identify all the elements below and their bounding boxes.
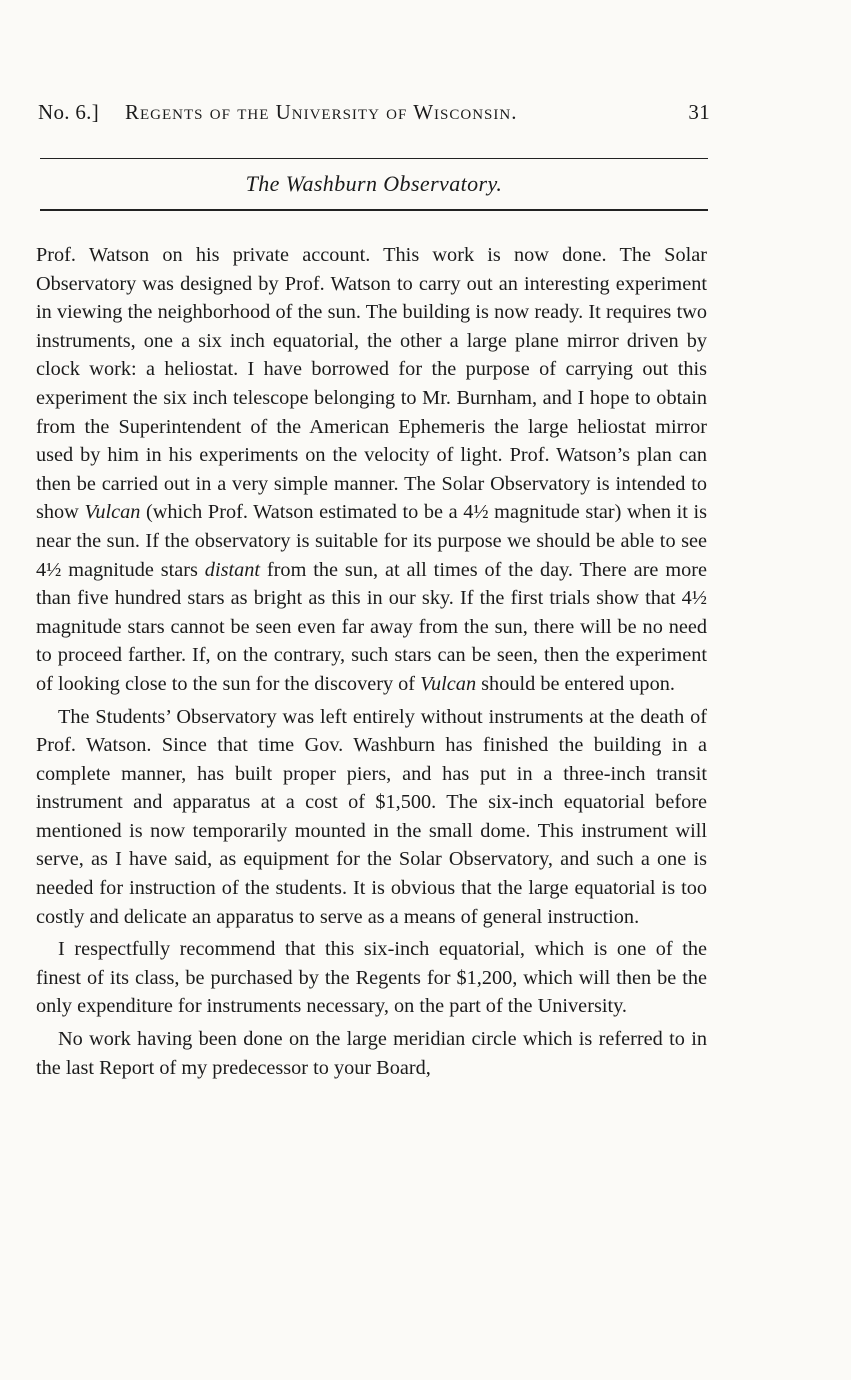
page-number: 31 — [688, 100, 710, 124]
section-title: The Washburn Observatory. — [245, 171, 503, 196]
header-title: Regents of the University of Wisconsin. — [125, 100, 518, 124]
paragraph-1: Prof. Watson on his private account. This work is now done. The Solar Observatory was designed by Prof. Watson to carry out an interesting experiment in viewing the neighborhood of the sun. The building is now ready. It requires two instruments, one a six inch equatorial, the other a large plane mirror driven by clock work: a heliostat. I have borrowed for the purpose of carrying out this experiment the six inch telescope belonging to Mr. Burnham, and I hope to obtain from the Superintendent of the American Ephemeris the large heliostat mirror used by him in his experiments on the velocity of light. Prof. Watson’s plan can then be carried out in a very simple manner. The Solar Observatory is intended to show Vulcan (which Prof. Watson estimated to be a 4½ magnitude star) when it is near the sun. If the observatory is suitable for its purpose we should be able to see 4½ magnitude stars distant from the sun, at all times of the day. There are more than five hundred stars as bright as this in our sky. If the first trials show that 4½ magnitude stars cannot be seen even far away from the sun, there will be no need to proceed farther. If, on the contrary, such stars can be seen, then the experiment of looking close to the sun for the discovery of Vulcan should be entered upon. — [36, 244, 707, 695]
header-rule-bottom — [40, 209, 708, 211]
running-header — [38, 100, 710, 130]
issue-number: No. 6.] — [38, 100, 100, 124]
paragraph-3: I respectfully recommend that this six-inch equatorial, which is one of the finest of its class, be purchased by the Regents for $1,200, which will then be the only expenditure for instruments necessary, on the part of the University. — [36, 938, 707, 1018]
header-rule-top — [40, 158, 708, 159]
paragraph-4: No work having been done on the large meridian circle which is referred to in the last Report of my predecessor to your Board, — [36, 1028, 707, 1079]
body-text — [36, 241, 707, 1086]
paragraph-2: The Students’ Observatory was left entirely without instruments at the death of Prof. Watson. Since that time Gov. Washburn has finished the building in a complete manner, has built proper piers, and has put in a three-inch transit instrument and apparatus at a cost of $1,500. The six-inch equatorial before mentioned is now temporarily mounted in the small dome. This instrument will serve, as I have said, as equipment for the Solar Observatory, and such a one is needed for instruction of the students. It is obvious that the large equatorial is too costly and delicate an apparatus to serve as a means of general instruction. — [36, 705, 707, 928]
